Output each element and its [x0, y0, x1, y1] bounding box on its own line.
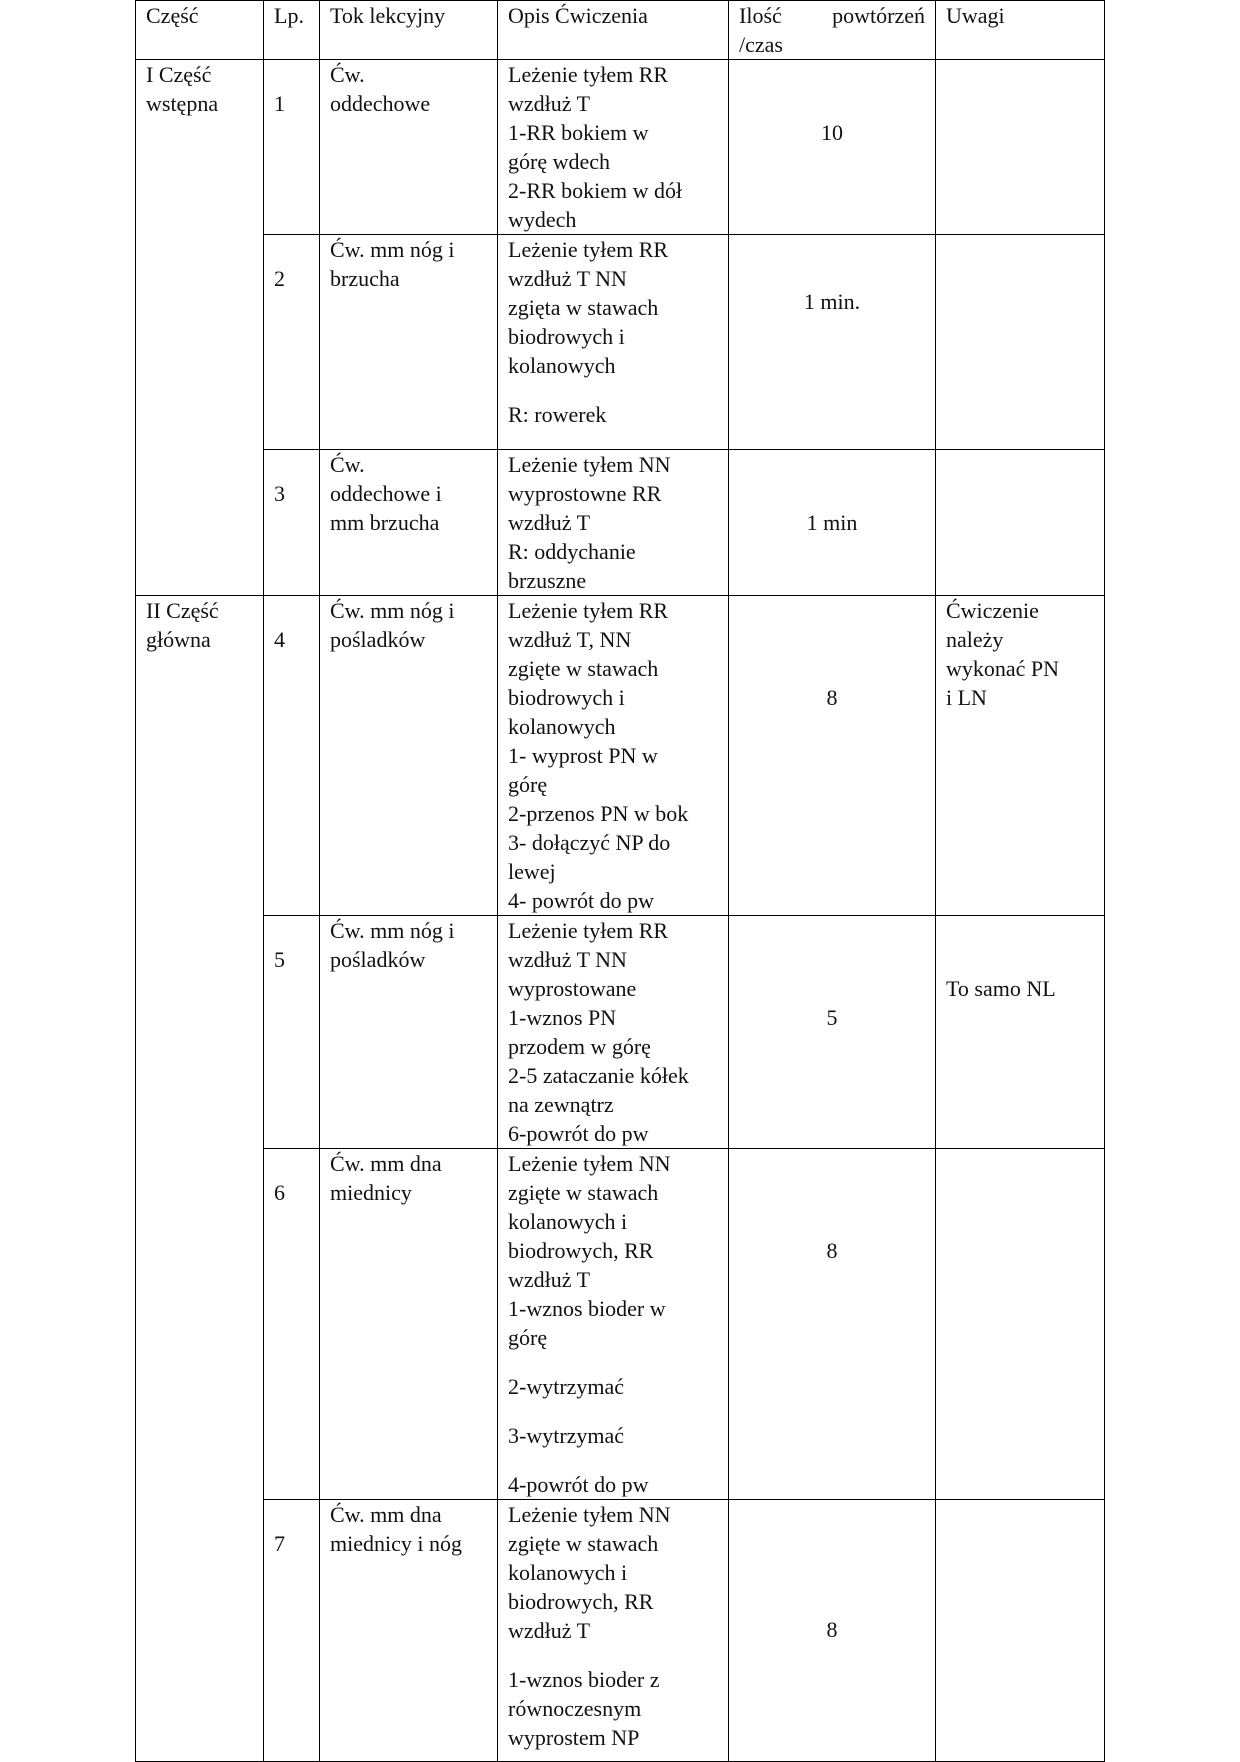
description-line: górę	[508, 1325, 548, 1350]
course-line: Ćw. mm dna	[330, 1502, 442, 1527]
description-line: 2-5 zataczanie kółek	[508, 1063, 689, 1088]
table-row	[136, 235, 1105, 450]
table-row	[136, 60, 1105, 235]
row-course	[320, 916, 498, 1149]
description-line: 1- wyprost PN w	[508, 743, 658, 768]
description-line: 3-wytrzymać	[508, 1423, 625, 1448]
row-course	[320, 235, 498, 450]
row-lp: 1	[264, 60, 320, 235]
row-notes	[936, 1149, 1105, 1500]
row-notes	[936, 596, 1105, 916]
header-course: Tok lekcyjny	[320, 1, 498, 60]
table-row	[136, 916, 1105, 1149]
row-notes	[936, 916, 1105, 1149]
description-line: Leżenie tyłem NN	[508, 1502, 671, 1527]
row-notes	[936, 450, 1105, 596]
description-line: zgięte w stawach	[508, 1531, 659, 1556]
note-line: wykonać PN	[946, 656, 1060, 681]
description-line: 2-przenos PN w bok	[508, 801, 689, 826]
description-line: wzdłuż T	[508, 1267, 591, 1292]
header-quantity-word1: Ilość	[739, 3, 782, 28]
row-count: 8	[729, 596, 936, 916]
description-line: R: rowerek	[508, 402, 607, 427]
description-line: kolanowych	[508, 714, 616, 739]
description-line: kolanowych i	[508, 1209, 628, 1234]
exercise-plan-table	[135, 0, 1105, 1762]
description-line: Leżenie tyłem RR	[508, 918, 669, 943]
note-line: To samo NL	[946, 976, 1056, 1001]
description-line: 2-wytrzymać	[508, 1374, 625, 1399]
description-line: kolanowych	[508, 353, 616, 378]
course-line: Ćw.	[330, 62, 365, 87]
row-course	[320, 60, 498, 235]
description-line: wzdłuż T	[508, 510, 591, 535]
row-course	[320, 1500, 498, 1762]
description-line: 4- powrót do pw	[508, 888, 655, 913]
section-part-line: I Część	[146, 62, 212, 87]
table-row	[136, 596, 1105, 916]
row-description	[498, 235, 729, 450]
row-count: 1 min.	[729, 235, 936, 450]
course-line: pośladków	[330, 947, 426, 972]
table-row	[136, 1149, 1105, 1500]
row-lp: 4	[264, 596, 320, 916]
description-line: górę wdech	[508, 149, 611, 174]
row-description	[498, 60, 729, 235]
header-part: Część	[136, 1, 264, 60]
description-line: górę	[508, 772, 548, 797]
course-line: mm brzucha	[330, 510, 440, 535]
course-line: Ćw.	[330, 452, 365, 477]
description-line: 4-powrót do pw	[508, 1472, 649, 1497]
row-course	[320, 596, 498, 916]
description-line: Leżenie tyłem RR	[508, 237, 669, 262]
course-line: Ćw. mm nóg i	[330, 918, 455, 943]
description-line: wyprostem NP	[508, 1725, 640, 1750]
table-row	[136, 450, 1105, 596]
section-part-cell	[136, 60, 264, 596]
row-count: 8	[729, 1149, 936, 1500]
header-quantity-word3: /czas	[739, 32, 783, 57]
course-line: Ćw. mm nóg i	[330, 237, 455, 262]
section-part-line: główna	[146, 627, 211, 652]
row-count: 1 min	[729, 450, 936, 596]
description-line: równoczesnym	[508, 1696, 642, 1721]
description-line: Leżenie tyłem NN	[508, 452, 671, 477]
description-line: 1-wznos bioder w	[508, 1296, 666, 1321]
header-lp: Lp.	[264, 1, 320, 60]
description-line: brzuszne	[508, 568, 587, 593]
description-line: Leżenie tyłem RR	[508, 62, 669, 87]
course-line: oddechowe i	[330, 481, 442, 506]
description-line: wzdłuż T, NN	[508, 627, 632, 652]
row-description	[498, 1500, 729, 1762]
row-count: 8	[729, 1500, 936, 1762]
header-description: Opis Ćwiczenia	[498, 1, 729, 60]
section-part-cell	[136, 596, 264, 1762]
header-quantity-word2: powtórzeń	[832, 3, 925, 28]
section-part-line: II Część	[146, 598, 219, 623]
row-course	[320, 450, 498, 596]
header-quantity	[729, 1, 936, 60]
course-line: miednicy	[330, 1180, 412, 1205]
row-lp: 3	[264, 450, 320, 596]
row-description	[498, 596, 729, 916]
description-line: wzdłuż T NN	[508, 947, 627, 972]
description-line: Leżenie tyłem RR	[508, 598, 669, 623]
row-lp: 6	[264, 1149, 320, 1500]
description-line: biodrowych, RR	[508, 1238, 654, 1263]
description-line: kolanowych i	[508, 1560, 628, 1585]
description-line: 3- dołączyć NP do	[508, 830, 671, 855]
description-line: lewej	[508, 859, 556, 884]
row-count: 5	[729, 916, 936, 1149]
section-part-line: wstępna	[146, 91, 219, 116]
description-line: zgięte w stawach	[508, 656, 659, 681]
row-lp: 7	[264, 1500, 320, 1762]
note-line: i LN	[946, 685, 987, 710]
note-line: należy	[946, 627, 1004, 652]
description-line: 1-wznos PN	[508, 1005, 617, 1030]
row-description	[498, 450, 729, 596]
course-line: Ćw. mm dna	[330, 1151, 442, 1176]
row-lp: 2	[264, 235, 320, 450]
row-notes	[936, 60, 1105, 235]
description-line: R: oddychanie	[508, 539, 636, 564]
course-line: oddechowe	[330, 91, 431, 116]
row-lp: 5	[264, 916, 320, 1149]
header-notes: Uwagi	[936, 1, 1105, 60]
description-line: 1-RR bokiem w	[508, 120, 649, 145]
row-notes	[936, 1500, 1105, 1762]
description-line: biodrowych i	[508, 324, 625, 349]
description-line: zgięta w stawach	[508, 295, 659, 320]
description-line: Leżenie tyłem NN	[508, 1151, 671, 1176]
row-count: 10	[729, 60, 936, 235]
description-line: wyprostowane	[508, 976, 637, 1001]
description-line: biodrowych, RR	[508, 1589, 654, 1614]
description-line: 6-powrót do pw	[508, 1121, 649, 1146]
description-line: 1-wznos bioder z	[508, 1667, 660, 1692]
description-line: wyprostowne RR	[508, 481, 662, 506]
description-line: wzdłuż T	[508, 91, 591, 116]
row-notes	[936, 235, 1105, 450]
description-line: wydech	[508, 207, 577, 232]
table-header-row	[136, 1, 1105, 60]
description-line: na zewnątrz	[508, 1092, 614, 1117]
description-line: przodem w górę	[508, 1034, 651, 1059]
table-row	[136, 1500, 1105, 1762]
note-line: Ćwiczenie	[946, 598, 1039, 623]
course-line: miednicy i nóg	[330, 1531, 462, 1556]
description-line: wzdłuż T NN	[508, 266, 627, 291]
description-line: biodrowych i	[508, 685, 625, 710]
description-line: zgięte w stawach	[508, 1180, 659, 1205]
description-line: 2-RR bokiem w dół	[508, 178, 683, 203]
row-course	[320, 1149, 498, 1500]
course-line: pośladków	[330, 627, 426, 652]
row-description	[498, 916, 729, 1149]
course-line: brzucha	[330, 266, 400, 291]
row-description	[498, 1149, 729, 1500]
course-line: Ćw. mm nóg i	[330, 598, 455, 623]
description-line: wzdłuż T	[508, 1618, 591, 1643]
